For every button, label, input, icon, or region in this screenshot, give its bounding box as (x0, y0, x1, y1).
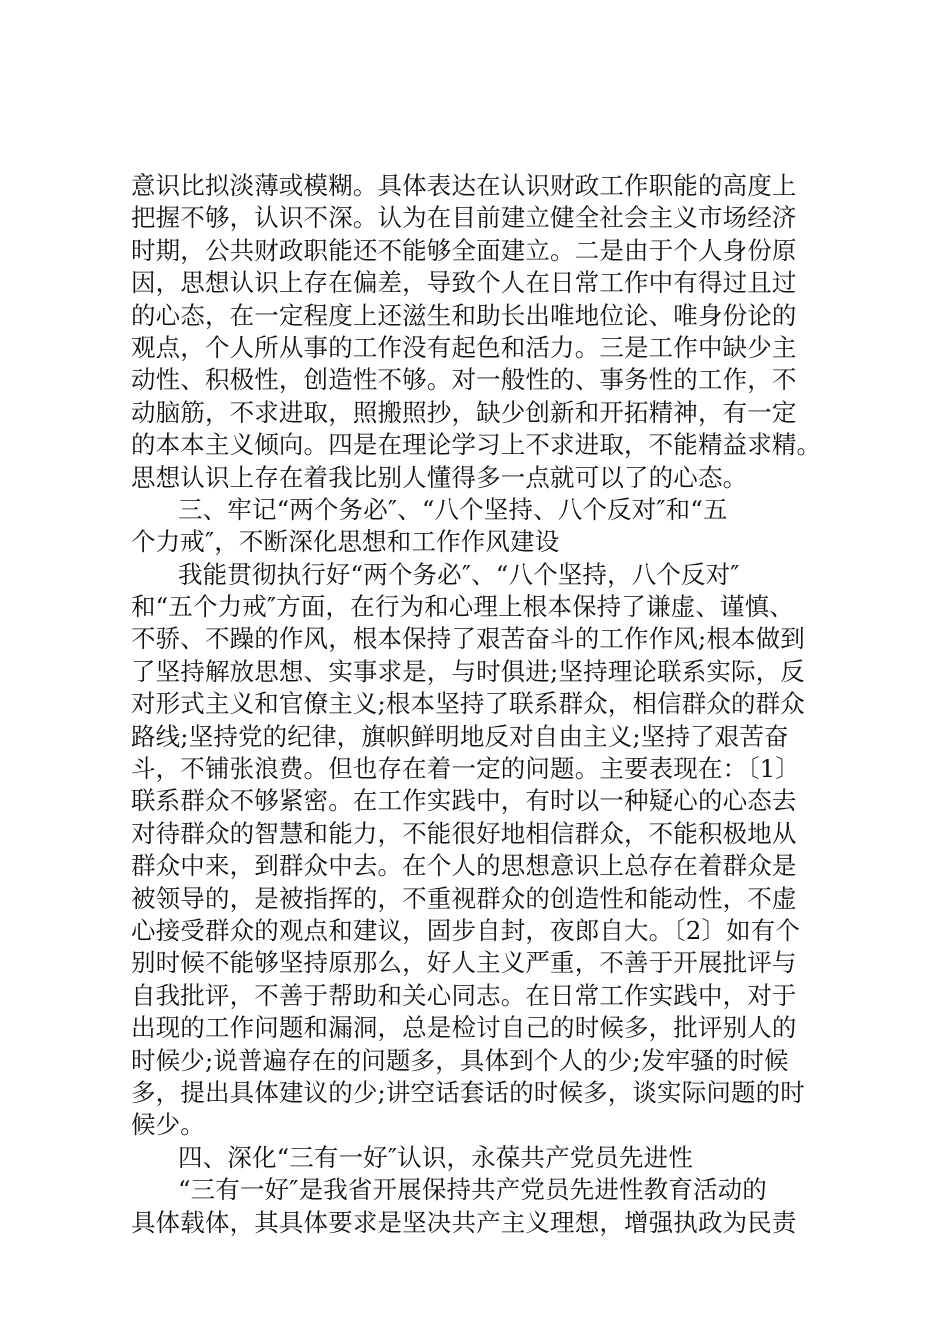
section-heading-4: 四、深化“三有一好″认识，永葆共产党员先进性 (178, 1142, 693, 1172)
body-line: 被领导的，是被指挥的，不重视群众的创造性和能动性，不虚 (131, 883, 797, 913)
body-line: 的心态，在一定程度上还滋生和助长出唯地位论、唯身份论的 (131, 300, 797, 330)
body-line: 多，提出具体建议的少;讲空话套话的时候多，谈实际问题的时 (131, 1077, 805, 1107)
body-line: 群众中来，到群众中去。在个人的思想意识上总存在着群众是 (131, 851, 797, 881)
body-line: 不骄、不躁的作风，根本保持了艰苦奋斗的工作作风;根本做到 (131, 624, 805, 654)
section-heading-3-cont: 个力戒″，不断深化思想和工作作风建设 (131, 527, 560, 557)
body-line: 具体载体，其具体要求是坚决共产主义理想，增强执政为民责 (131, 1207, 797, 1237)
body-line: 和“五个力戒″方面，在行为和心理上根本保持了谦虚、谨慎、 (131, 592, 794, 622)
body-line: 候少。 (131, 1110, 205, 1140)
body-line: 出现的工作问题和漏洞，总是检讨自己的时候多，批评别人的 (131, 1013, 797, 1043)
body-line: 观点，个人所从事的工作没有起色和活力。三是工作中缺少主 (131, 332, 797, 362)
body-line: 因，思想认识上存在偏差，导致个人在日常工作中有得过且过 (131, 268, 797, 298)
document-body (131, 170, 831, 1239)
body-line: 把握不够，认识不深。认为在目前建立健全社会主义市场经济 (131, 203, 797, 233)
body-line: 自我批评，不善于帮助和关心同志。在日常工作实践中，对于 (131, 980, 797, 1010)
body-line: 心接受群众的观点和建议，固步自封，夜郎自大。〔2〕如有个 (131, 915, 801, 945)
body-line: 时期，公共财政职能还不能够全面建立。二是由于个人身份原 (131, 235, 797, 265)
section-heading-3: 三、牢记“两个务必″、“八个坚持、八个反对″和“五 (178, 494, 728, 524)
body-line: 路线;坚持党的纪律，旗帜鲜明地反对自由主义;坚持了艰苦奋 (131, 721, 789, 751)
body-line: 斗，不铺张浪费。但也存在着一定的问题。主要表现在：〔1〕 (131, 754, 801, 784)
body-line: 对待群众的智慧和能力，不能很好地相信群众，不能积极地从 (131, 818, 797, 848)
paragraph-start: 我能贯彻执行好“两个务必″、“八个坚持，八个反对″ (178, 559, 740, 589)
body-line: 的本本主义倾向。四是在理论学习上不求进取，不能精益求精。 (131, 430, 822, 460)
body-line: 时候少;说普遍存在的问题多，具体到个人的少;发牢骚的时候 (131, 1045, 789, 1075)
body-line: 了坚持解放思想、实事求是，与时俱进;坚持理论联系实际，反 (131, 656, 805, 686)
body-line: 思想认识上存在着我比别人懂得多一点就可以了的心态。 (131, 462, 748, 492)
body-line: 动脑筋，不求进取，照搬照抄，缺少创新和开拓精神，有一定 (131, 397, 797, 427)
body-line: 联系群众不够紧密。在工作实践中，有时以一种疑心的心态去 (131, 786, 797, 816)
body-line: 别时候不能够坚持原那么，好人主义严重，不善于开展批评与 (131, 948, 797, 978)
body-line: 意识比拟淡薄或模糊。具体表达在认识财政工作职能的高度上 (131, 171, 797, 200)
body-line: 对形式主义和官僚主义;根本坚持了联系群众，相信群众的群众 (131, 689, 805, 719)
body-line: 动性、积极性，创造性不够。对一般性的、事务性的工作，不 (131, 365, 797, 395)
paragraph-start: “三有一好″是我省开展保持共产党员先进性教育活动的 (178, 1175, 767, 1205)
